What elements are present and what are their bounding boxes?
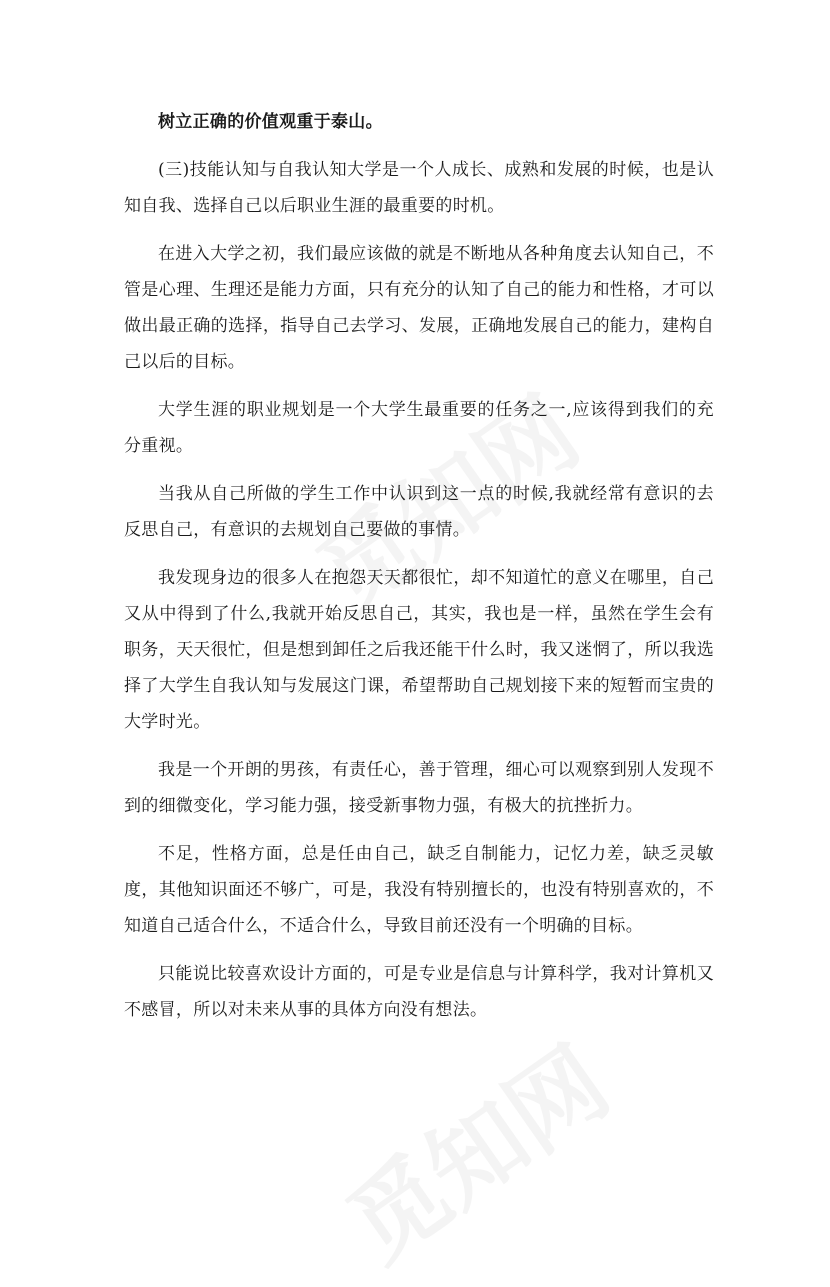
paragraph: 我发现身边的很多人在抱怨天天都很忙，却不知道忙的意义在哪里，自己又从中得到了什么,我就开始反思自己，其实，我也是一样，虽然在学生会有职务，天天很忙，但是想到卸任之后我还能干什么时，我又迷惘了，所以我选择了大学生自我认知与发展这门课，希望帮助自己规划接下来的短暂而宝贵的大学时光。 [124, 568, 714, 732]
paragraph: 只能说比较喜欢设计方面的，可是专业是信息与计算科学，我对计算机又不感冒，所以对未来从事的具体方向没有想法。 [124, 964, 714, 1020]
paragraph: 不足，性格方面，总是任由自己，缺乏自制能力，记忆力差，缺乏灵敏度，其他知识面还不够广，可是，我没有特别擅长的，也没有特别喜欢的，不知道自己适合什么，不适合什么，导致目前还没有一个明确的目标。 [124, 844, 714, 936]
paragraph: 大学生涯的职业规划是一个大学生最重要的任务之一,应该得到我们的充分重视。 [124, 400, 714, 456]
paragraph: (三)技能认知与自我认知大学是一个人成长、成熟和发展的时候，也是认知自我、选择自己以后职业生涯的最重要的时机。 [124, 160, 714, 216]
paragraph: 我是一个开朗的男孩，有责任心，善于管理，细心可以观察到别人发现不到的细微变化，学习能力强，接受新事物力强，有极大的抗挫折力。 [124, 760, 714, 816]
paragraph: 当我从自己所做的学生工作中认识到这一点的时候,我就经常有意识的去反思自己，有意识的去规划自己要做的事情。 [124, 484, 714, 540]
paragraph: 在进入大学之初，我们最应该做的就是不断地从各种角度去认知自己，不管是心理、生理还是能力方面，只有充分的认知了自己的能力和性格，才可以做出最正确的选择，指导自己去学习、发展，正确地发展自己的能力，建构自己以后的目标。 [124, 244, 714, 372]
watermark [317, 1010, 631, 1287]
document-body [124, 104, 714, 1040]
section-heading: 树立正确的价值观重于泰山。 [158, 112, 383, 132]
